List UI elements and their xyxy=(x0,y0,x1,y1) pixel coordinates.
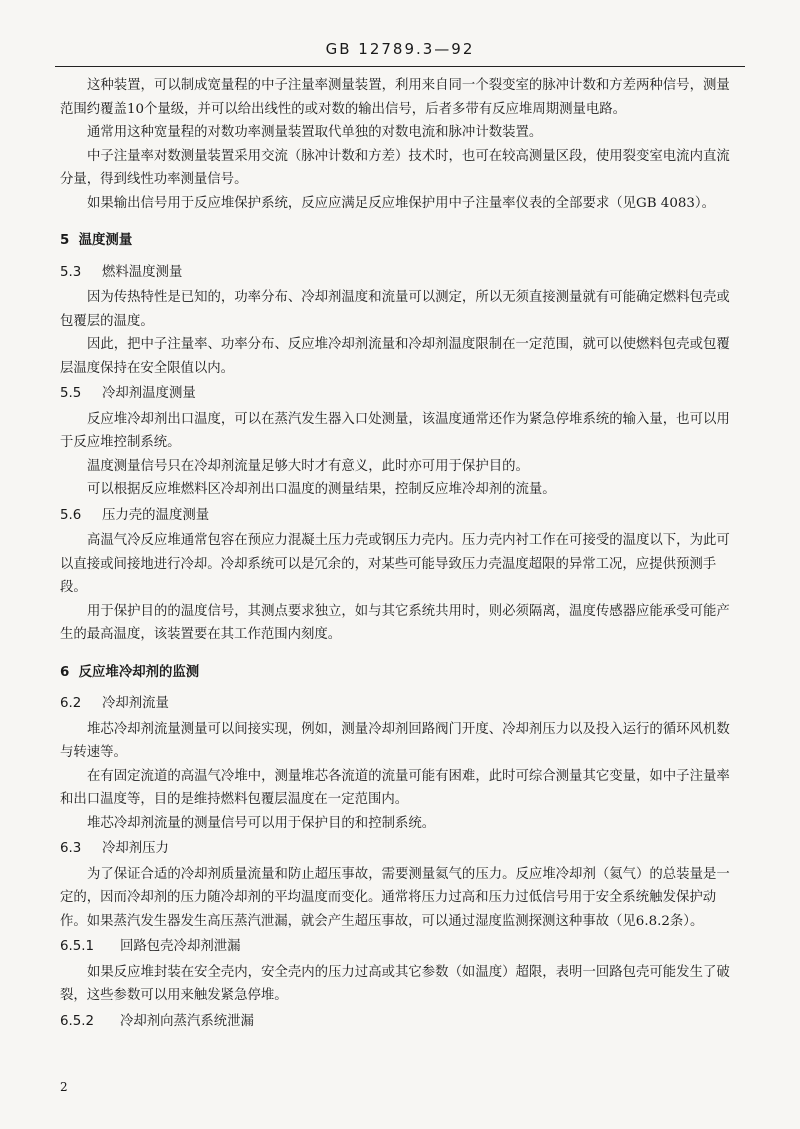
subsection-number: 5.6 xyxy=(60,507,82,523)
subsection-title: 冷却剂温度测量 xyxy=(102,386,196,401)
standard-header: GB 12789.3—92 xyxy=(325,40,475,58)
subsection-number: 6.3 xyxy=(60,841,82,856)
paragraph: 为了保证合适的冷却剂质量流量和防止超压事故，需要测量氦气的压力。反应堆冷却剂（氦气）的总装量是一定的，因而冷却剂的压力随冷却剂的平均温度而变化。通常将压力过高和压力过低信号用于安全系统触发保护动作。如果蒸汽发生器发生高压蒸汽泄漏，就会产生超压事故，可以通过湿度监测探测这种事故（见6.8.2条）。 xyxy=(60,866,730,929)
subsection-heading-6-5-1 xyxy=(60,935,738,959)
subsection-heading-5-5 xyxy=(60,382,738,406)
page-number: 2 xyxy=(60,1080,68,1094)
paragraph: 高温气冷反应堆通常包容在预应力混凝土压力壳或钢压力壳内。压力壳内衬工作在可接受的温度以下，为此可以直接或间接地进行冷却。冷却系统可以是冗余的，对某些可能导致压力壳温度超限的异常工况，应提供预测手段。 xyxy=(60,533,730,595)
paragraph: 堆芯冷却剂流量测量可以间接实现，例如，测量冷却剂回路阀门开度、冷却剂压力以及投入运行的循环风机数与转速等。 xyxy=(60,721,730,760)
subsection-heading-5-3 xyxy=(60,261,738,285)
section-title: 温度测量 xyxy=(78,233,133,248)
subsection-heading-6-5-2 xyxy=(60,1010,738,1034)
subsection-title: 回路包壳冷却剂泄漏 xyxy=(120,939,241,954)
paragraph: 因此，把中子注量率、功率分布、反应堆冷却剂流量和冷却剂温度限制在一定范围，就可以使燃料包壳或包覆层温度保持在安全限值以内。 xyxy=(60,337,730,376)
subsection-number: 6.5.1 xyxy=(60,939,95,954)
subsection-number: 6.2 xyxy=(60,696,82,711)
paragraph: 用于保护目的的温度信号，其测点要求独立，如与其它系统共用时，则必须隔离，温度传感器应能承受可能产生的最高温度，该装置要在其工作范围内刻度。 xyxy=(60,603,730,642)
subsection-number: 6.5.2 xyxy=(60,1013,95,1029)
paragraph: 这种装置，可以制成宽量程的中子注量率测量装置，利用来自同一个裂变室的脉冲计数和方差两种信号，测量范围约覆盖10个量级，并可以给出线性的或对数的输出信号，后者多带有反应堆周期测量电路。 xyxy=(60,78,730,117)
section-heading-6 xyxy=(60,661,738,685)
subsection-title: 燃料温度测量 xyxy=(102,264,183,280)
subsection-heading-6-2 xyxy=(60,692,738,716)
section-title: 反应堆冷却剂的监测 xyxy=(78,664,200,680)
subsection-number: 5.5 xyxy=(60,386,82,401)
subsection-title: 冷却剂压力 xyxy=(102,841,169,856)
header-rule xyxy=(55,66,745,67)
paragraph: 堆芯冷却剂流量的测量信号可以用于保护目的和控制系统。 xyxy=(87,815,436,831)
paragraph: 因为传热特性是已知的，功率分布、冷却剂温度和流量可以测定，所以无须直接测量就有可能确定燃料包壳或包覆层的温度。 xyxy=(60,290,730,329)
subsection-title: 冷却剂向蒸汽系统泄漏 xyxy=(120,1013,254,1029)
subsection-heading-6-3 xyxy=(60,837,738,861)
paragraph: 反应堆冷却剂出口温度，可以在蒸汽发生器入口处测量，该温度通常还作为紧急停堆系统的输入量，也可以用于反应堆控制系统。 xyxy=(60,411,730,450)
section-number: 5 xyxy=(60,233,70,248)
paragraph: 如果输出信号用于反应堆保护系统，反应应满足反应堆保护用中子注量率仪表的全部要求（见GB 4083）。 xyxy=(87,195,715,211)
paragraph: 中子注量率对数测量装置采用交流（脉冲计数和方差）技术时，也可在较高测量区段，使用裂变室电流内直流分量，得到线性功率测量信号。 xyxy=(60,148,730,187)
paragraph: 在有固定流道的高温气冷堆中，测量堆芯各流道的流量可能有困难，此时可综合测量其它变量，如中子注量率和出口温度等，目的是维持燃料包覆层温度在一定范围内。 xyxy=(60,768,730,807)
section-number: 6 xyxy=(60,664,70,680)
paragraph: 温度测量信号只在冷却剂流量足够大时才有意义，此时亦可用于保护目的。 xyxy=(87,458,529,474)
subsection-title: 压力壳的温度测量 xyxy=(102,507,210,523)
subsection-number: 5.3 xyxy=(60,264,82,280)
subsection-heading-5-6 xyxy=(60,504,738,528)
subsection-title: 冷却剂流量 xyxy=(102,696,169,711)
paragraph: 可以根据反应堆燃料区冷却剂出口温度的测量结果，控制反应堆冷却剂的流量。 xyxy=(87,482,556,497)
paragraph: 如果反应堆封装在安全壳内，安全壳内的压力过高或其它参数（如温度）超限，表明一回路包壳可能发生了破裂，这些参数可以用来触发紧急停堆。 xyxy=(60,964,730,1003)
section-heading-5 xyxy=(60,229,738,253)
document-body xyxy=(60,74,738,1035)
paragraph: 通常用这种宽量程的对数功率测量装置取代单独的对数电流和脉冲计数装置。 xyxy=(87,125,543,140)
